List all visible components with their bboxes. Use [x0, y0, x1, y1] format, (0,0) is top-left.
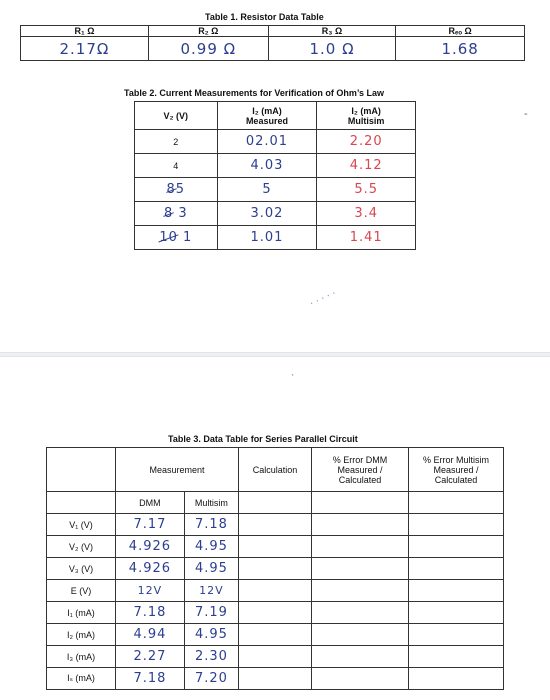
table3-empty-cell — [239, 492, 312, 514]
table3-row-label: V₂ (V) — [47, 536, 116, 558]
table2-v2-cell: 10 1 — [135, 226, 218, 250]
table3-err-dmm-cell — [312, 514, 409, 536]
table-row — [135, 202, 416, 226]
table3-row-label: I₃ (mA) — [47, 646, 116, 668]
table3-dmm-cell: 4.926 — [116, 558, 185, 580]
table1-header-req: Rₑₒ Ω — [396, 26, 525, 37]
table-row — [47, 668, 504, 690]
table3-err-dmm-cell — [312, 646, 409, 668]
table3-multisim-cell: 12V — [184, 580, 238, 602]
table1-value-r1: 2.17Ω — [21, 37, 149, 61]
table2-multisim-cell: 4.12 — [317, 154, 416, 178]
table3-caption: Table 3. Data Table for Series Parallel Circuit — [168, 434, 358, 444]
table3-header-calculation: Calculation — [239, 448, 312, 492]
table3 — [46, 447, 504, 690]
table3-err-multisim-cell — [409, 580, 504, 602]
table-row — [135, 178, 416, 202]
table2-measured-cell: 3.02 — [217, 202, 317, 226]
table-row — [47, 536, 504, 558]
crossed-out-mark: 8 — [166, 182, 176, 197]
table3-row-label: Iₛ (mA) — [47, 668, 116, 690]
table3-multisim-cell: 2.30 — [184, 646, 238, 668]
table3-subheader-dmm: DMM — [116, 492, 185, 514]
table3-multisim-cell: 7.18 — [184, 514, 238, 536]
table-row — [47, 580, 504, 602]
table3-calc-cell — [239, 514, 312, 536]
table-row — [47, 602, 504, 624]
table3-multisim-cell: 4.95 — [184, 558, 238, 580]
table2-caption: Table 2. Current Measurements for Verification of Ohm’s Law — [124, 88, 385, 98]
table3-dmm-cell: 4.94 — [116, 624, 185, 646]
table-row — [135, 226, 416, 250]
table2 — [134, 101, 416, 250]
table3-header-measurement: Measurement — [116, 448, 239, 492]
table1-header-r3: R₃ Ω — [268, 26, 396, 37]
table3-err-dmm-cell — [312, 558, 409, 580]
table3-calc-cell — [239, 602, 312, 624]
table3-err-dmm-cell — [312, 624, 409, 646]
crossed-out-mark: 8 — [163, 206, 174, 221]
table1-header-r1: R₁ Ω — [21, 26, 149, 37]
table2-v2-cell: 8 3 — [135, 202, 218, 226]
table3-err-multisim-cell — [409, 646, 504, 668]
table3-subheader-label — [47, 492, 116, 514]
table3-empty-cell — [312, 492, 409, 514]
table3-subheader-multisim: Multisim — [184, 492, 238, 514]
table2-v2-cell: 85 — [135, 178, 218, 202]
table1-caption: Table 1. Resistor Data Table — [205, 12, 324, 22]
table3-empty-cell — [409, 492, 504, 514]
table3-dmm-cell: 7.18 — [116, 668, 185, 690]
table1 — [20, 25, 525, 61]
table-row — [135, 154, 416, 178]
table3-row-label: V₃ (V) — [47, 558, 116, 580]
table3-err-dmm-cell — [312, 536, 409, 558]
table3-multisim-cell: 4.95 — [184, 536, 238, 558]
table-row — [135, 130, 416, 154]
table2-header-i2-measured: I₂ (mA) Measured — [217, 102, 317, 130]
table3-dmm-cell: 4.926 — [116, 536, 185, 558]
table3-err-multisim-cell — [409, 668, 504, 690]
table3-row-label: I₁ (mA) — [47, 602, 116, 624]
table3-multisim-cell: 4.95 — [184, 624, 238, 646]
table3-err-dmm-cell — [312, 580, 409, 602]
table3-calc-cell — [239, 668, 312, 690]
table3-err-dmm-cell — [312, 602, 409, 624]
table3-err-multisim-cell — [409, 536, 504, 558]
table3-calc-cell — [239, 646, 312, 668]
table3-calc-cell — [239, 558, 312, 580]
table3-row-label: E (V) — [47, 580, 116, 602]
table-row — [47, 514, 504, 536]
table3-multisim-cell: 7.19 — [184, 602, 238, 624]
table2-v2-cell: 4 — [135, 154, 218, 178]
table2-multisim-cell: 5.5 — [317, 178, 416, 202]
table2-measured-cell: 1.01 — [217, 226, 317, 250]
table3-dmm-cell: 12V — [116, 580, 185, 602]
stray-pen-mark: . . . . . — [306, 284, 337, 308]
table3-dmm-cell: 7.18 — [116, 602, 185, 624]
table3-multisim-cell: 7.20 — [184, 668, 238, 690]
table2-header-i2-multisim: I₂ (mA) Multisim — [317, 102, 416, 130]
stray-pen-mark: ' — [292, 373, 294, 382]
table2-multisim-cell: 2.20 — [317, 130, 416, 154]
table3-header-label — [47, 448, 116, 492]
table3-row-label: I₂ (mA) — [47, 624, 116, 646]
table3-err-multisim-cell — [409, 514, 504, 536]
table3-err-dmm-cell — [312, 668, 409, 690]
table1-value-req: 1.68 — [396, 37, 525, 61]
table-row — [47, 646, 504, 668]
table3-err-multisim-cell — [409, 558, 504, 580]
table3-dmm-cell: 7.17 — [116, 514, 185, 536]
crossed-out-mark: 10 — [159, 230, 178, 245]
table2-measured-cell: 4.03 — [217, 154, 317, 178]
table3-dmm-cell: 2.27 — [116, 646, 185, 668]
table3-header-error-multisim: % Error Multisim Measured / Calculated — [409, 448, 504, 492]
table3-err-multisim-cell — [409, 602, 504, 624]
table3-calc-cell — [239, 624, 312, 646]
table3-calc-cell — [239, 580, 312, 602]
table3-calc-cell — [239, 536, 312, 558]
table-row — [47, 624, 504, 646]
table-row — [47, 558, 504, 580]
table3-err-multisim-cell — [409, 624, 504, 646]
table3-row-label: V₁ (V) — [47, 514, 116, 536]
table1-value-r3: 1.0 Ω — [268, 37, 396, 61]
table2-multisim-cell: 1.41 — [317, 226, 416, 250]
table2-multisim-cell: 3.4 — [317, 202, 416, 226]
table2-header-v2: V₂ (V) — [135, 102, 218, 130]
document-page-2 — [0, 357, 550, 700]
table2-measured-cell: 5 — [217, 178, 317, 202]
table2-v2-cell: 2 — [135, 130, 218, 154]
table1-header-r2: R₂ Ω — [148, 26, 268, 37]
table1-value-r2: 0.99 Ω — [148, 37, 268, 61]
table3-header-error-dmm: % Error DMM Measured / Calculated — [312, 448, 409, 492]
table2-measured-cell: 02.01 — [217, 130, 317, 154]
stray-pen-mark: - — [524, 108, 528, 120]
